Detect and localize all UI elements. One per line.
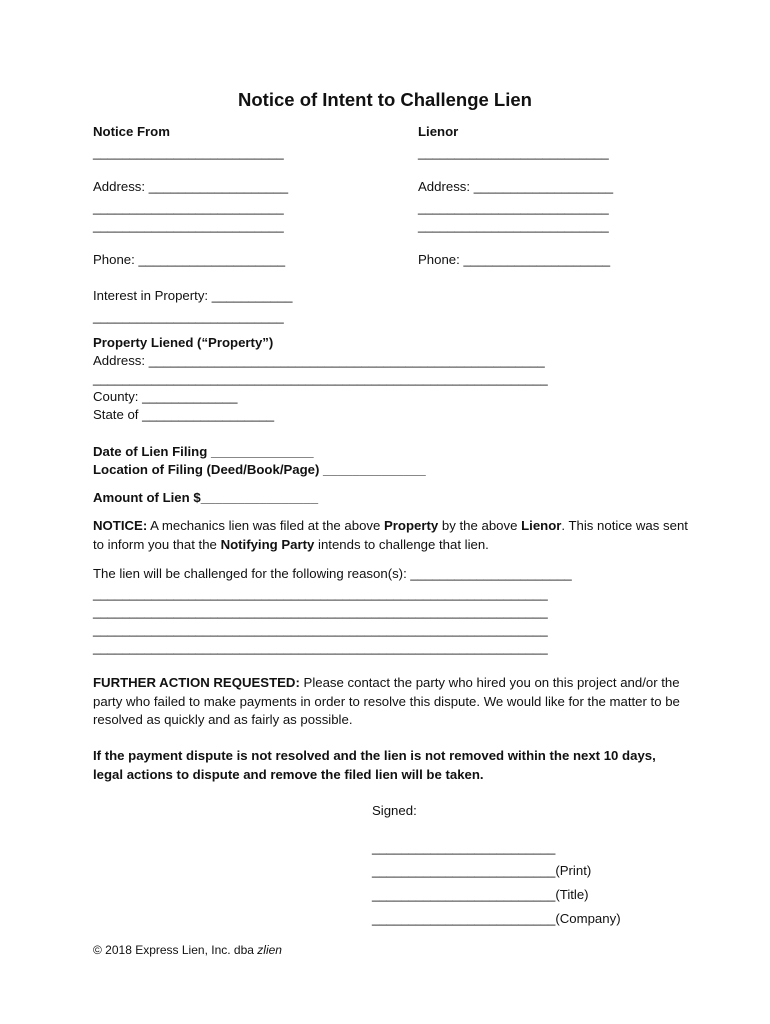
property-address-line2[interactable]: ______________________________________________________________ <box>93 371 548 386</box>
lienor-address-field[interactable]: Address: ___________________ <box>418 179 614 194</box>
page-title: Notice of Intent to Challenge Lien <box>238 89 532 110</box>
title-field[interactable]: _________________________(Title) <box>372 887 589 902</box>
notice-text-1: A mechanics lien was filed at the above <box>147 518 384 533</box>
print-name-field[interactable]: _________________________(Print) <box>372 863 592 878</box>
lienor-heading: Lienor <box>418 124 459 139</box>
notice-text-2: by the above <box>438 518 522 533</box>
location-of-filing-field[interactable]: Location of Filing (Deed/Book/Page) ______________ <box>93 462 426 477</box>
notice-from-address-field[interactable]: Address: ___________________ <box>93 179 289 194</box>
company-field[interactable]: _________________________(Company) <box>372 911 621 926</box>
notice-from-address-line3[interactable]: __________________________ <box>93 218 284 233</box>
signed-label: Signed: <box>372 803 417 818</box>
notice-lienor-word: Lienor <box>521 518 562 533</box>
reason-line[interactable]: ______________________________________________________________ <box>93 586 548 601</box>
notice-from-name-field[interactable]: __________________________ <box>93 145 284 160</box>
notice-notifying-party: Notifying Party <box>220 536 315 552</box>
reasons-field[interactable]: The lien will be challenged for the following reason(s): ______________________ <box>93 566 572 581</box>
property-address-field[interactable]: Address: ______________________________________________________ <box>93 353 545 368</box>
reason-line[interactable]: ______________________________________________________________ <box>93 640 548 655</box>
amount-of-lien-field[interactable]: Amount of Lien $________________ <box>93 490 319 505</box>
copyright-text: © 2018 Express Lien, Inc. dba <box>93 943 258 957</box>
state-field[interactable]: State of __________________ <box>93 407 275 422</box>
lienor-address-line2[interactable]: __________________________ <box>418 200 609 215</box>
notice-from-heading: Notice From <box>93 124 170 139</box>
reason-line[interactable]: ______________________________________________________________ <box>93 622 548 637</box>
notice-from-phone-field[interactable]: Phone: ____________________ <box>93 252 286 267</box>
date-of-lien-filing-field[interactable]: Date of Lien Filing ______________ <box>93 444 314 459</box>
notice-from-address-line2[interactable]: __________________________ <box>93 200 284 215</box>
interest-in-property-field[interactable]: Interest in Property: ___________ <box>93 288 293 303</box>
notice-text-4: intends to challenge that lien. <box>314 536 489 552</box>
lienor-phone-field[interactable]: Phone: ____________________ <box>418 252 611 267</box>
notice-paragraph <box>93 517 693 554</box>
signature-line[interactable]: _________________________ <box>372 840 556 855</box>
further-action-paragraph <box>93 674 683 730</box>
copyright-footer <box>93 942 282 958</box>
legal-action-warning: If the payment dispute is not resolved and the lien is not removed within the next 10 days, legal actions to dispute and remove the filed lien will be taken. <box>93 748 656 782</box>
county-field[interactable]: County: _____________ <box>93 389 238 404</box>
brand-name: zlien <box>257 943 282 957</box>
notice-property-word: Property <box>384 518 439 533</box>
property-heading: Property Liened (“Property”) <box>93 335 274 350</box>
notice-label: NOTICE: <box>93 518 148 533</box>
notice-text-3: . This notice was sent to inform you that the <box>93 518 688 552</box>
further-action-label: FURTHER ACTION REQUESTED: <box>93 675 300 690</box>
interest-in-property-line2[interactable]: __________________________ <box>93 309 284 324</box>
lienor-name-field[interactable]: __________________________ <box>418 145 609 160</box>
reason-line[interactable]: ______________________________________________________________ <box>93 604 548 619</box>
further-action-text: Please contact the party who hired you on this project and/or the party who failed to make payments in order to resolve this dispute. We would like for the matter to be resolved as quickly and as fairly as possible. <box>93 675 680 727</box>
lienor-address-line3[interactable]: __________________________ <box>418 218 609 233</box>
